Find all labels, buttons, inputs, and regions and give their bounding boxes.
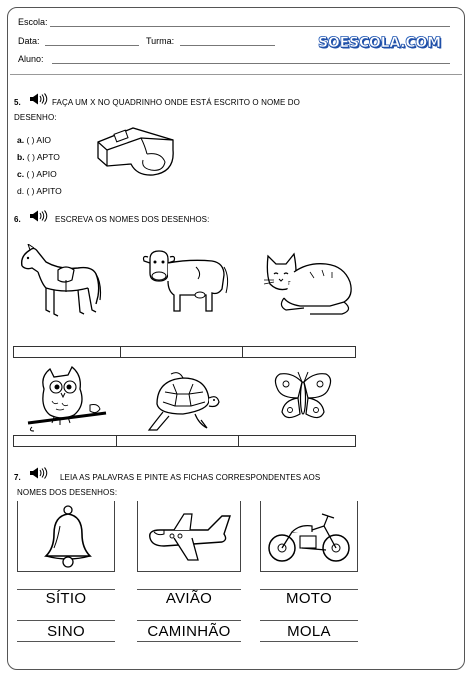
option-letter: b. bbox=[17, 152, 25, 162]
word-box-divider bbox=[260, 641, 358, 642]
word-card-moto[interactable]: MOTO bbox=[286, 590, 332, 607]
option-letter: a. bbox=[17, 135, 25, 145]
answer-box-horse[interactable] bbox=[14, 347, 121, 357]
q7-text-line2: NOMES DOS DESENHOS: bbox=[17, 488, 118, 497]
word-box-divider bbox=[17, 620, 115, 621]
school-field[interactable] bbox=[50, 26, 450, 27]
date-label: Data: bbox=[18, 36, 40, 46]
q7-number: 7. bbox=[14, 473, 21, 482]
student-field[interactable] bbox=[52, 63, 450, 64]
word-box-divider bbox=[17, 641, 115, 642]
bell-icon bbox=[38, 504, 98, 570]
word-box-divider bbox=[137, 620, 241, 621]
q5-option-d[interactable] bbox=[17, 186, 62, 196]
class-label: Turma: bbox=[146, 36, 175, 46]
q5-option-a[interactable] bbox=[17, 135, 51, 145]
q6-text: ESCREVA OS NOMES DOS DESENHOS: bbox=[55, 215, 210, 224]
word-card-sitio[interactable]: SÍTIO bbox=[45, 590, 87, 607]
answer-box-cat[interactable] bbox=[243, 347, 355, 357]
q5-text-line2: DESENHO: bbox=[14, 113, 57, 122]
student-label: Aluno: bbox=[18, 54, 44, 64]
option-checkbox[interactable]: ( ) bbox=[26, 135, 35, 145]
speaker-icon bbox=[29, 210, 51, 222]
speaker-icon bbox=[29, 467, 51, 479]
answer-box-owl[interactable] bbox=[14, 436, 117, 446]
header-divider bbox=[10, 74, 462, 75]
answer-box-turtle[interactable] bbox=[117, 436, 238, 446]
word-box-divider bbox=[137, 641, 241, 642]
q5-option-c[interactable] bbox=[17, 169, 57, 179]
option-word: APIO bbox=[36, 169, 57, 179]
option-letter: c. bbox=[17, 169, 25, 179]
whistle-icon bbox=[93, 120, 178, 178]
option-word: APTO bbox=[36, 152, 60, 162]
option-letter: d. bbox=[17, 186, 25, 196]
class-field[interactable] bbox=[180, 45, 275, 46]
word-card-caminhao[interactable]: CAMINHÃO bbox=[147, 623, 231, 640]
q7-text-line1: LEIA AS PALAVRAS E PINTE AS FICHAS CORRESPONDENTES AOS bbox=[60, 473, 321, 482]
answer-row-1 bbox=[13, 346, 356, 358]
answer-box-cow[interactable] bbox=[121, 347, 242, 357]
cat-icon bbox=[260, 250, 356, 320]
word-box-divider bbox=[260, 620, 358, 621]
option-word: APITO bbox=[36, 186, 62, 196]
airplane-icon bbox=[144, 508, 234, 566]
option-word: AIO bbox=[36, 135, 52, 145]
option-checkbox[interactable]: ( ) bbox=[26, 152, 35, 162]
horse-icon bbox=[16, 244, 102, 322]
answer-row-2 bbox=[13, 435, 356, 447]
q5-number: 5. bbox=[14, 98, 21, 107]
q6-number: 6. bbox=[14, 215, 21, 224]
date-field[interactable] bbox=[45, 45, 139, 46]
owl-icon bbox=[24, 365, 110, 435]
q5-text-line1: FAÇA UM X NO QUADRINHO ONDE ESTÁ ESCRITO O NOME DO bbox=[52, 98, 300, 107]
motorcycle-icon bbox=[266, 510, 352, 566]
cow-icon bbox=[140, 247, 232, 319]
answer-box-butterfly[interactable] bbox=[239, 436, 355, 446]
option-checkbox[interactable]: ( ) bbox=[26, 186, 35, 196]
site-logo: SOESCOLA.COM bbox=[318, 35, 441, 51]
word-card-sino[interactable]: SINO bbox=[47, 623, 85, 640]
speaker-icon bbox=[29, 93, 51, 105]
option-checkbox[interactable]: ( ) bbox=[26, 169, 35, 179]
word-card-aviao[interactable]: AVIÃO bbox=[165, 590, 213, 607]
q5-option-b[interactable] bbox=[17, 152, 60, 162]
word-card-mola[interactable]: MOLA bbox=[287, 623, 331, 640]
school-label: Escola: bbox=[18, 17, 48, 27]
turtle-icon bbox=[143, 370, 221, 436]
butterfly-icon bbox=[272, 370, 334, 426]
